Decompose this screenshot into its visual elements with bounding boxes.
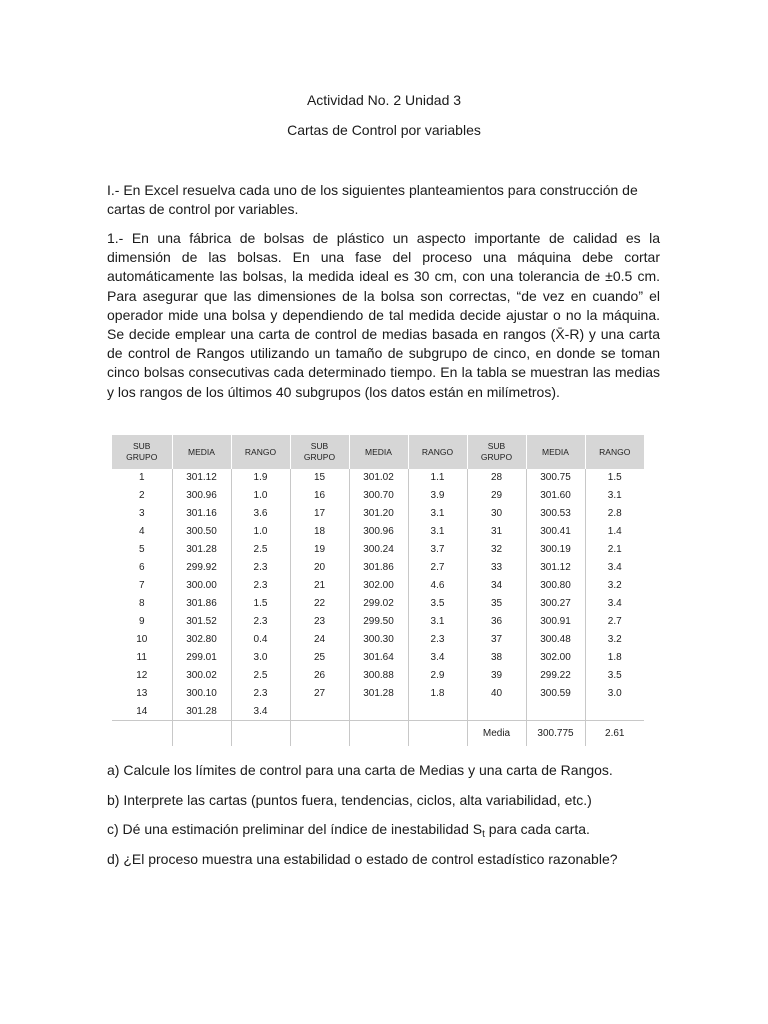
table-cell: 3.1 <box>408 613 467 631</box>
question-d: d) ¿El proceso muestra una estabilidad o estado de control estadístico razonable? <box>107 851 618 867</box>
table-cell <box>349 702 408 720</box>
table-cell: 16 <box>290 487 349 505</box>
table-cell: 2.3 <box>231 613 290 631</box>
table-cell: 2.8 <box>607 508 622 520</box>
table-cell: 2.7 <box>607 616 622 628</box>
table-cell: 301.12 <box>172 469 231 487</box>
table-header-cell: RANGO <box>408 435 467 469</box>
table-cell: 32 <box>467 541 526 559</box>
table-footer-cell: 2.61 <box>585 721 644 746</box>
table-cell: 23 <box>290 613 349 631</box>
table-header-cell: SUB GRUPO <box>467 435 526 469</box>
table-cell: 300.88 <box>349 666 408 684</box>
page-title: Actividad No. 2 Unidad 3 <box>306 92 462 108</box>
table-cell: 2.5 <box>231 541 290 559</box>
table-header-row <box>112 435 644 469</box>
table-footer-cell <box>231 721 290 746</box>
table-cell: 2.3 <box>408 631 467 649</box>
table-cell: 3.1 <box>408 505 467 523</box>
table-cell: 300.10 <box>172 684 231 702</box>
table-cell: 36 <box>467 613 526 631</box>
table-cell: 39 <box>467 666 526 684</box>
table-cell: 300.27 <box>526 595 585 613</box>
table-footer-row <box>112 721 644 746</box>
table-cell: 33 <box>467 559 526 577</box>
table-row <box>112 613 644 631</box>
table-cell: 300.00 <box>172 577 231 595</box>
table-cell: 35 <box>467 595 526 613</box>
table-header-cell: SUB GRUPO <box>290 435 349 469</box>
question-c-text: c) Dé una estimación preliminar del índice de inestabilidad S <box>107 821 483 837</box>
table-cell: 3.1 <box>408 523 467 541</box>
table-cell: 301.12 <box>526 559 585 577</box>
table-cell: 3.4 <box>607 562 622 574</box>
table-cell: 3.5 <box>607 669 622 681</box>
table-row <box>112 702 644 720</box>
table-cell: 10 <box>112 631 172 649</box>
table-cell: 8 <box>112 595 172 613</box>
table-footer-cell: 300.775 <box>526 721 585 746</box>
table-cell: 3.0 <box>231 649 290 667</box>
table-footer-cell <box>290 721 349 746</box>
table-cell: 17 <box>290 505 349 523</box>
table-cell: 3.0 <box>607 687 622 699</box>
table-cell: 2.7 <box>408 559 467 577</box>
table-cell: 1.5 <box>231 595 290 613</box>
table-cell: 300.59 <box>526 684 585 702</box>
table-row <box>112 469 644 487</box>
table-cell: 6 <box>112 559 172 577</box>
table-cell: 2.5 <box>231 666 290 684</box>
table-cell: 1.5 <box>607 472 622 484</box>
table-cell: 301.64 <box>349 649 408 667</box>
table-row <box>112 649 644 667</box>
table-cell: 34 <box>467 577 526 595</box>
table-row <box>112 541 644 559</box>
table-cell: 3.4 <box>408 649 467 667</box>
table-cell: 300.96 <box>172 487 231 505</box>
table-cell: 18 <box>290 523 349 541</box>
table-cell <box>290 702 349 720</box>
table-cell: 4.6 <box>408 577 467 595</box>
table-cell: 3.4 <box>607 598 622 610</box>
table-cell: 29 <box>467 487 526 505</box>
table-cell: 300.19 <box>526 541 585 559</box>
table-cell: 300.50 <box>172 523 231 541</box>
table-cell: 300.02 <box>172 666 231 684</box>
table-cell: 300.41 <box>526 523 585 541</box>
table-cell: 0.4 <box>231 631 290 649</box>
table-cell: 301.28 <box>172 702 231 720</box>
table-cell <box>526 702 585 720</box>
data-table <box>112 435 644 746</box>
table-row <box>112 487 644 505</box>
table-cell: 3.2 <box>607 634 622 646</box>
table-footer-cell: Media <box>467 721 526 746</box>
table-cell: 24 <box>290 631 349 649</box>
table-footer-cell <box>112 721 172 746</box>
table-cell: 300.80 <box>526 577 585 595</box>
table-cell: 25 <box>290 649 349 667</box>
table-cell: 12 <box>112 666 172 684</box>
table-cell: 300.96 <box>349 523 408 541</box>
table-cell: 1.4 <box>607 526 622 538</box>
table-row <box>112 631 644 649</box>
table-cell: 301.60 <box>526 487 585 505</box>
table-cell: 2 <box>112 487 172 505</box>
table-footer-cell <box>408 721 467 746</box>
table-cell: 302.00 <box>526 649 585 667</box>
table-header-cell: SUB GRUPO <box>112 435 172 469</box>
table-cell: 3.9 <box>408 487 467 505</box>
table-cell: 299.01 <box>172 649 231 667</box>
table-cell: 3.5 <box>408 595 467 613</box>
question-a: a) Calcule los límites de control para una carta de Medias y una carta de Rangos. <box>107 762 613 778</box>
table-cell: 2.3 <box>231 559 290 577</box>
table-cell: 300.75 <box>526 469 585 487</box>
table-cell: 300.53 <box>526 505 585 523</box>
table-cell: 300.70 <box>349 487 408 505</box>
table-cell <box>467 702 526 720</box>
table-cell: 1.9 <box>231 469 290 487</box>
table-cell: 26 <box>290 666 349 684</box>
problem-paragraph: 1.- En una fábrica de bolsas de plástico un aspecto importante de calidad es la dimensión de las bolsas. En una fase del proceso una máquina debe cortar automáticamente las bolsas, la medida ideal es 30 cm, con una tolerancia de ±0.5 cm. Para asegurar que las dimensiones de la bolsa son correctas, “de vez en cuando” el operador mide una bolsa y dependiendo de tal medida decide ajustar o no la máquina. Se decide emplear una carta de control de medias basada en rangos (X̄-R) y una carta de control de Rangos utilizando un tamaño de subgrupo de cinco, en donde se toman cinco bolsas consecutivas cada determinado tiempo. En la tabla se muestran las medias y los rangos de los últimos 40 subgrupos (los datos están en milímetros). <box>107 230 660 400</box>
table-cell: 3.7 <box>408 541 467 559</box>
table-cell: 2.3 <box>231 577 290 595</box>
table-cell: 31 <box>467 523 526 541</box>
table-footer-cell <box>172 721 231 746</box>
table-cell: 300.24 <box>349 541 408 559</box>
table-cell: 1 <box>112 469 172 487</box>
table-cell: 2.3 <box>231 684 290 702</box>
table-cell: 3.4 <box>231 702 290 720</box>
question-c-subscript: t <box>482 829 485 840</box>
table-row <box>112 577 644 595</box>
table-cell: 22 <box>290 595 349 613</box>
table-cell: 7 <box>112 577 172 595</box>
table-row <box>112 595 644 613</box>
table-row <box>112 505 644 523</box>
table-cell: 37 <box>467 631 526 649</box>
table-cell: 30 <box>467 505 526 523</box>
table-cell: 299.50 <box>349 613 408 631</box>
table-cell: 300.91 <box>526 613 585 631</box>
table-cell: 3 <box>112 505 172 523</box>
table-cell: 301.28 <box>349 684 408 702</box>
table-cell: 300.48 <box>526 631 585 649</box>
page-subtitle: Cartas de Control por variables <box>287 122 481 138</box>
table-cell: 11 <box>112 649 172 667</box>
table-cell: 301.86 <box>349 559 408 577</box>
table-cell: 1.0 <box>231 487 290 505</box>
table-cell: 5 <box>112 541 172 559</box>
table-header-cell: RANGO <box>231 435 290 469</box>
table-cell: 21 <box>290 577 349 595</box>
table-cell: 301.16 <box>172 505 231 523</box>
table-cell: 299.92 <box>172 559 231 577</box>
table-cell: 301.28 <box>172 541 231 559</box>
table-cell: 3.6 <box>231 505 290 523</box>
table-row <box>112 559 644 577</box>
table-cell: 27 <box>290 684 349 702</box>
table-cell: 38 <box>467 649 526 667</box>
table-cell: 15 <box>290 469 349 487</box>
table-cell: 9 <box>112 613 172 631</box>
table-cell: 301.02 <box>349 469 408 487</box>
table-cell: 20 <box>290 559 349 577</box>
intro-paragraph: I.- En Excel resuelva cada uno de los siguientes planteamientos para construcción de cartas de control por variables. <box>107 182 638 218</box>
table-cell: 14 <box>112 702 172 720</box>
table-cell: 3.1 <box>607 490 622 502</box>
table-header-cell: MEDIA <box>526 435 585 469</box>
table-cell <box>585 702 644 720</box>
table-row <box>112 523 644 541</box>
table-cell: 302.80 <box>172 631 231 649</box>
table-row <box>112 684 644 702</box>
table-cell: 1.8 <box>607 652 622 663</box>
table-header-cell: MEDIA <box>349 435 408 469</box>
table-cell: 40 <box>467 684 526 702</box>
table-cell: 1.0 <box>231 523 290 541</box>
table-cell: 1.1 <box>408 469 467 487</box>
table-header-cell: RANGO <box>585 435 644 469</box>
table-cell: 299.22 <box>526 666 585 684</box>
table-header-cell: MEDIA <box>172 435 231 469</box>
table-cell: 4 <box>112 523 172 541</box>
table-cell: 19 <box>290 541 349 559</box>
table-footer-cell <box>349 721 408 746</box>
table-cell: 1.8 <box>408 684 467 702</box>
table-cell: 3.2 <box>607 580 622 592</box>
table-cell: 299.02 <box>349 595 408 613</box>
table-cell: 301.52 <box>172 613 231 631</box>
table-cell: 300.30 <box>349 631 408 649</box>
table-cell: 302.00 <box>349 577 408 595</box>
table-cell: 28 <box>467 469 526 487</box>
table-cell: 2.9 <box>408 666 467 684</box>
table-row <box>112 666 644 684</box>
table-cell: 301.86 <box>172 595 231 613</box>
question-c <box>107 821 590 840</box>
table-cell <box>408 702 467 720</box>
table-cell: 301.20 <box>349 505 408 523</box>
table-cell: 13 <box>112 684 172 702</box>
table-cell: 2.1 <box>607 544 622 556</box>
question-c-text-end: para cada carta. <box>484 821 590 837</box>
question-b: b) Interprete las cartas (puntos fuera, tendencias, ciclos, alta variabilidad, etc.) <box>107 792 592 808</box>
